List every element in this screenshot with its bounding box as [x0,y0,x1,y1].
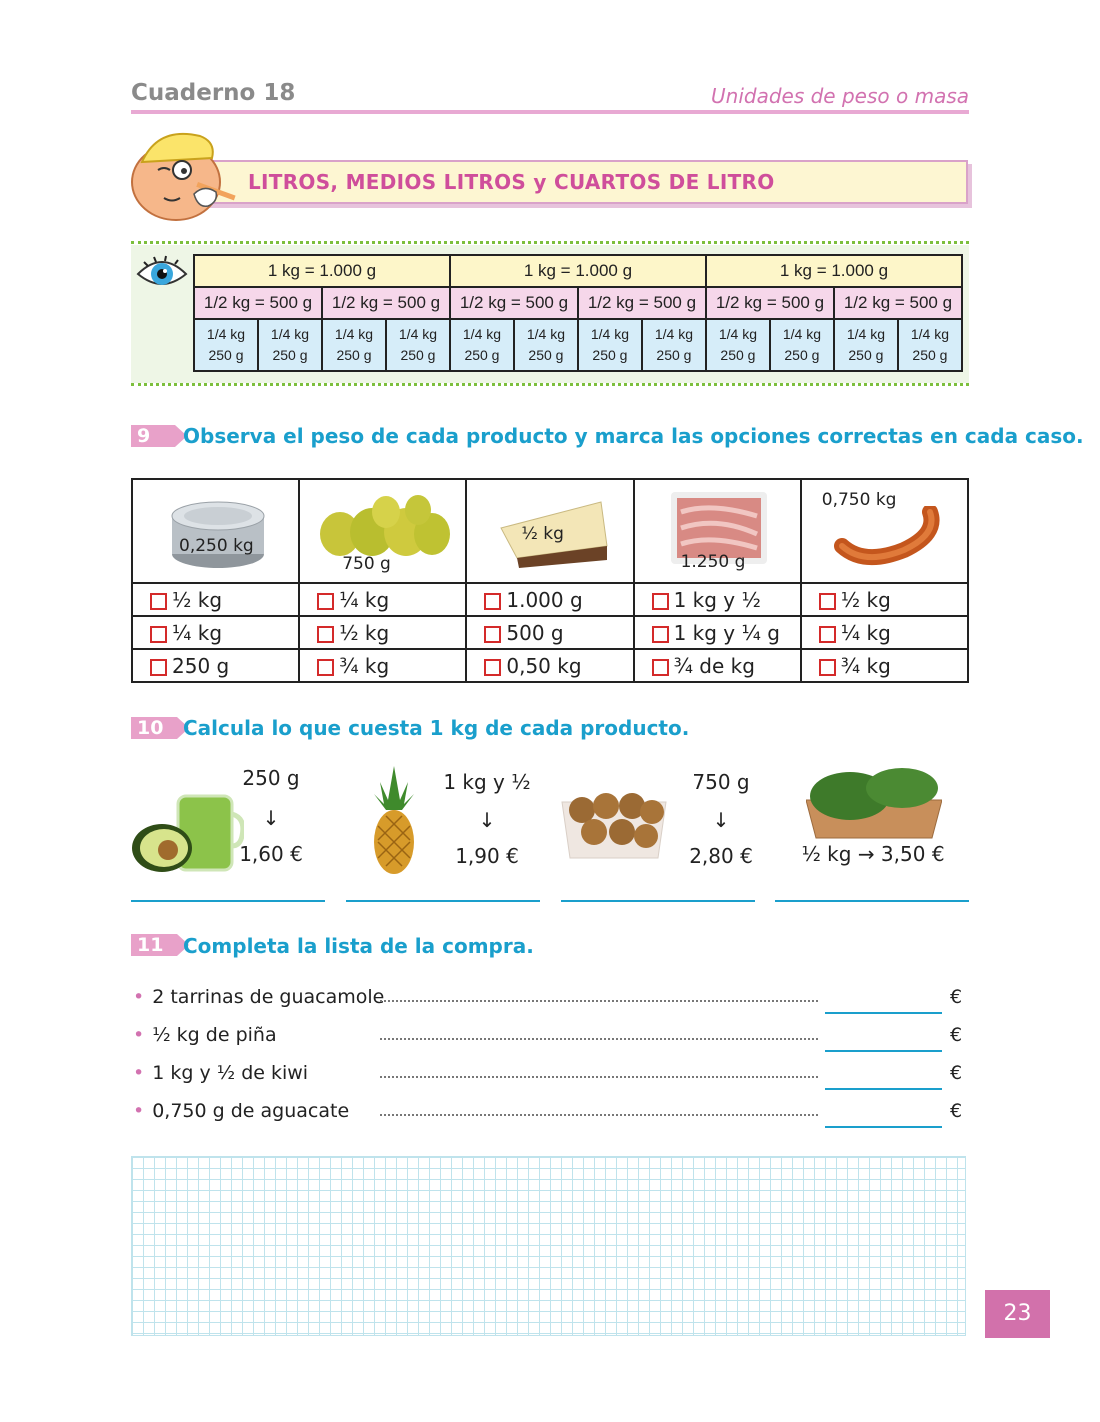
quarter-kg-label: 1/4 kg [334,326,374,342]
option-label: 1.000 g [506,587,583,612]
quarter-g-label: 250 g [848,347,884,363]
product-weight: ½ kg [521,524,564,544]
page-number: 23 [985,1290,1050,1338]
product-ham [634,479,801,583]
item-price: 1,90 € [455,844,519,868]
chorizo-image [834,506,946,566]
header-rule [131,110,969,114]
quarter-kg-label: 1/4 kg [654,326,693,342]
item-weight: 250 g [242,766,300,790]
pineapple-image [370,766,418,874]
option-label: 1 kg y ¼ g [673,620,780,645]
shopping-list-item [133,986,384,1008]
banner-title: LITROS, MEDIOS LITROS y CUARTOS DE LITRO [248,170,775,194]
notebook-title: Cuaderno 18 [131,80,296,106]
kg-cell: 1 kg = 1.000 g [194,255,450,287]
option-label: ¾ de kg [673,653,755,678]
option-label: ¾ kg [840,653,891,678]
quarter-kg-cell [514,319,578,371]
bullet-icon: • [133,1100,145,1122]
option-label: ¼ kg [172,620,223,645]
quarter-kg-label: 1/4 kg [590,326,630,342]
checkbox[interactable] [652,659,669,676]
quarter-kg-cell [706,319,770,371]
quarter-kg-cell [642,319,706,371]
option-label: ¾ kg [339,653,390,678]
answer-line[interactable] [775,900,969,902]
option-cell[interactable] [801,583,968,616]
quarter-kg-cell [450,319,514,371]
price-answer-line[interactable] [825,1050,942,1052]
option-cell[interactable] [801,649,968,682]
option-cell[interactable] [132,616,299,649]
product-cheese [466,479,633,583]
kg-cell: 1 kg = 1.000 g [450,255,706,287]
quarter-g-label: 250 g [592,347,628,363]
price-answer-line[interactable] [825,1126,942,1128]
checkbox[interactable] [652,626,669,643]
checkbox[interactable] [652,593,669,610]
quarter-g-label: 250 g [720,347,756,363]
quarter-kg-label: 1/4 kg [398,326,438,342]
item-price: 1,60 € [239,842,303,866]
quarter-g-label: 250 g [656,347,692,363]
quarter-kg-cell [578,319,642,371]
product-weight: 0,750 kg [821,490,897,510]
half-kg-cell: 1/2 kg = 500 g [322,287,450,319]
option-cell[interactable] [801,616,968,649]
tin-can-image [170,494,266,570]
checkbox[interactable] [484,626,501,643]
currency-symbol: € [950,1024,963,1046]
item-label: ½ kg de piña [152,1024,277,1046]
exercise-9-title: Observa el peso de cada producto y marca las opciones correctas en cada caso. [183,424,1084,448]
option-cell[interactable] [466,649,633,682]
quarter-kg-label: 1/4 kg [910,326,950,342]
half-kg-cell: 1/2 kg = 500 g [450,287,578,319]
dot-leader [380,1000,818,1002]
checkbox[interactable] [317,659,334,676]
shopping-list-item [133,1100,349,1122]
currency-symbol: € [950,1100,963,1122]
dot-leader [380,1114,818,1116]
option-label: ½ kg [840,587,891,612]
product-can [132,479,299,583]
option-label: 250 g [172,653,230,678]
quarter-kg-label: 1/4 kg [718,326,757,342]
exercise-11-number: 11 [131,934,177,956]
checkbox[interactable] [819,659,836,676]
option-cell[interactable] [132,649,299,682]
quarter-g-label: 250 g [208,347,244,363]
quarter-kg-label: 1/4 kg [270,326,310,342]
option-cell[interactable] [634,649,801,682]
pears-image [314,488,452,558]
exercise-9-number: 9 [131,425,175,447]
checkbox[interactable] [819,593,836,610]
products-table [131,478,969,683]
quarter-kg-cell [898,319,962,371]
mascot-illustration [128,124,246,228]
product-chorizo [801,479,968,583]
option-cell[interactable] [299,616,466,649]
option-label: 0,50 kg [506,653,582,678]
option-cell[interactable] [634,583,801,616]
quarter-g-label: 250 g [464,347,500,363]
quarter-kg-label: 1/4 kg [782,326,821,342]
currency-symbol: € [950,986,963,1008]
checkbox[interactable] [150,626,167,643]
bullet-icon: • [133,1062,145,1084]
eye-icon [136,252,188,292]
price-answer-line[interactable] [825,1012,942,1014]
checkbox[interactable] [317,626,334,643]
product-pears [299,479,466,583]
avocados-tray-image [806,766,942,840]
half-kg-cell: 1/2 kg = 500 g [578,287,706,319]
option-label: ¼ kg [339,587,390,612]
shopping-list-item [133,1062,308,1084]
price-answer-line[interactable] [825,1088,942,1090]
option-label: ½ kg [339,620,390,645]
dot-leader [380,1038,818,1040]
quarter-kg-cell [834,319,898,371]
item-weight-price: ½ kg → 3,50 € [801,842,945,866]
checkbox[interactable] [484,593,501,610]
kiwi-tray-image [560,784,668,860]
item-label: 0,750 g de aguacate [152,1100,350,1122]
quarter-kg-cell [258,319,322,371]
option-cell[interactable] [132,583,299,616]
checkbox[interactable] [317,593,334,610]
quarter-kg-label: 1/4 kg [462,326,502,342]
product-weight: 0,250 kg [179,536,254,556]
quarter-kg-cell [770,319,834,371]
quarter-kg-cell [194,319,258,371]
option-cell[interactable] [466,583,633,616]
checkbox[interactable] [819,626,836,643]
product-weight: 750 g [342,554,391,574]
product-weight: 1.250 g [680,552,746,572]
quarter-g-label: 250 g [528,347,564,363]
item-price: 2,80 € [689,844,753,868]
option-cell[interactable] [634,616,801,649]
exercise-10-title: Calcula lo que cuesta 1 kg de cada producto. [183,716,690,740]
item-label: 1 kg y ½ de kiwi [152,1062,309,1084]
option-cell[interactable] [299,649,466,682]
quarter-kg-label: 1/4 kg [206,326,246,342]
quarter-g-label: 250 g [784,347,820,363]
quarter-kg-label: 1/4 kg [526,326,566,342]
item-weight: 1 kg y ½ [443,770,531,794]
quarter-kg-cell [322,319,386,371]
half-kg-cell: 1/2 kg = 500 g [834,287,962,319]
item-label: 2 tarrinas de guacamole [152,986,385,1008]
item-weight: 750 g [692,770,750,794]
weight-equivalence-table [193,254,963,372]
dotted-rule-top [131,241,969,244]
checkbox[interactable] [484,659,501,676]
quarter-g-label: 250 g [400,347,436,363]
down-arrow-icon: ↓ [478,808,496,832]
bullet-icon: • [133,986,145,1008]
quarter-kg-cell [386,319,450,371]
checkbox[interactable] [150,593,167,610]
kg-cell: 1 kg = 1.000 g [706,255,962,287]
half-kg-cell: 1/2 kg = 500 g [706,287,834,319]
option-label: ¼ kg [840,620,891,645]
answer-line[interactable] [346,900,540,902]
exercise-10-number: 10 [131,717,177,739]
option-cell[interactable] [466,616,633,649]
working-grid[interactable] [131,1156,966,1336]
option-cell[interactable] [299,583,466,616]
exercise-11-title: Completa la lista de la compra. [183,934,534,958]
answer-line[interactable] [561,900,755,902]
quarter-g-label: 250 g [272,347,308,363]
checkbox[interactable] [150,659,167,676]
quarter-kg-label: 1/4 kg [846,326,885,342]
quarter-g-label: 250 g [336,347,372,363]
bullet-icon: • [133,1024,145,1046]
avocado-smoothie-image [132,790,244,876]
dotted-rule-bottom [131,383,969,386]
down-arrow-icon: ↓ [262,806,280,830]
currency-symbol: € [950,1062,963,1084]
quarter-g-label: 250 g [912,347,948,363]
unit-title: Unidades de peso o masa [711,84,969,108]
shopping-list-item [133,1024,277,1046]
answer-line[interactable] [131,900,325,902]
half-kg-cell: 1/2 kg = 500 g [194,287,322,319]
option-label: ½ kg [172,587,223,612]
dot-leader [380,1076,818,1078]
option-label: 1 kg y ½ [673,587,761,612]
down-arrow-icon: ↓ [712,808,730,832]
option-label: 500 g [506,620,564,645]
